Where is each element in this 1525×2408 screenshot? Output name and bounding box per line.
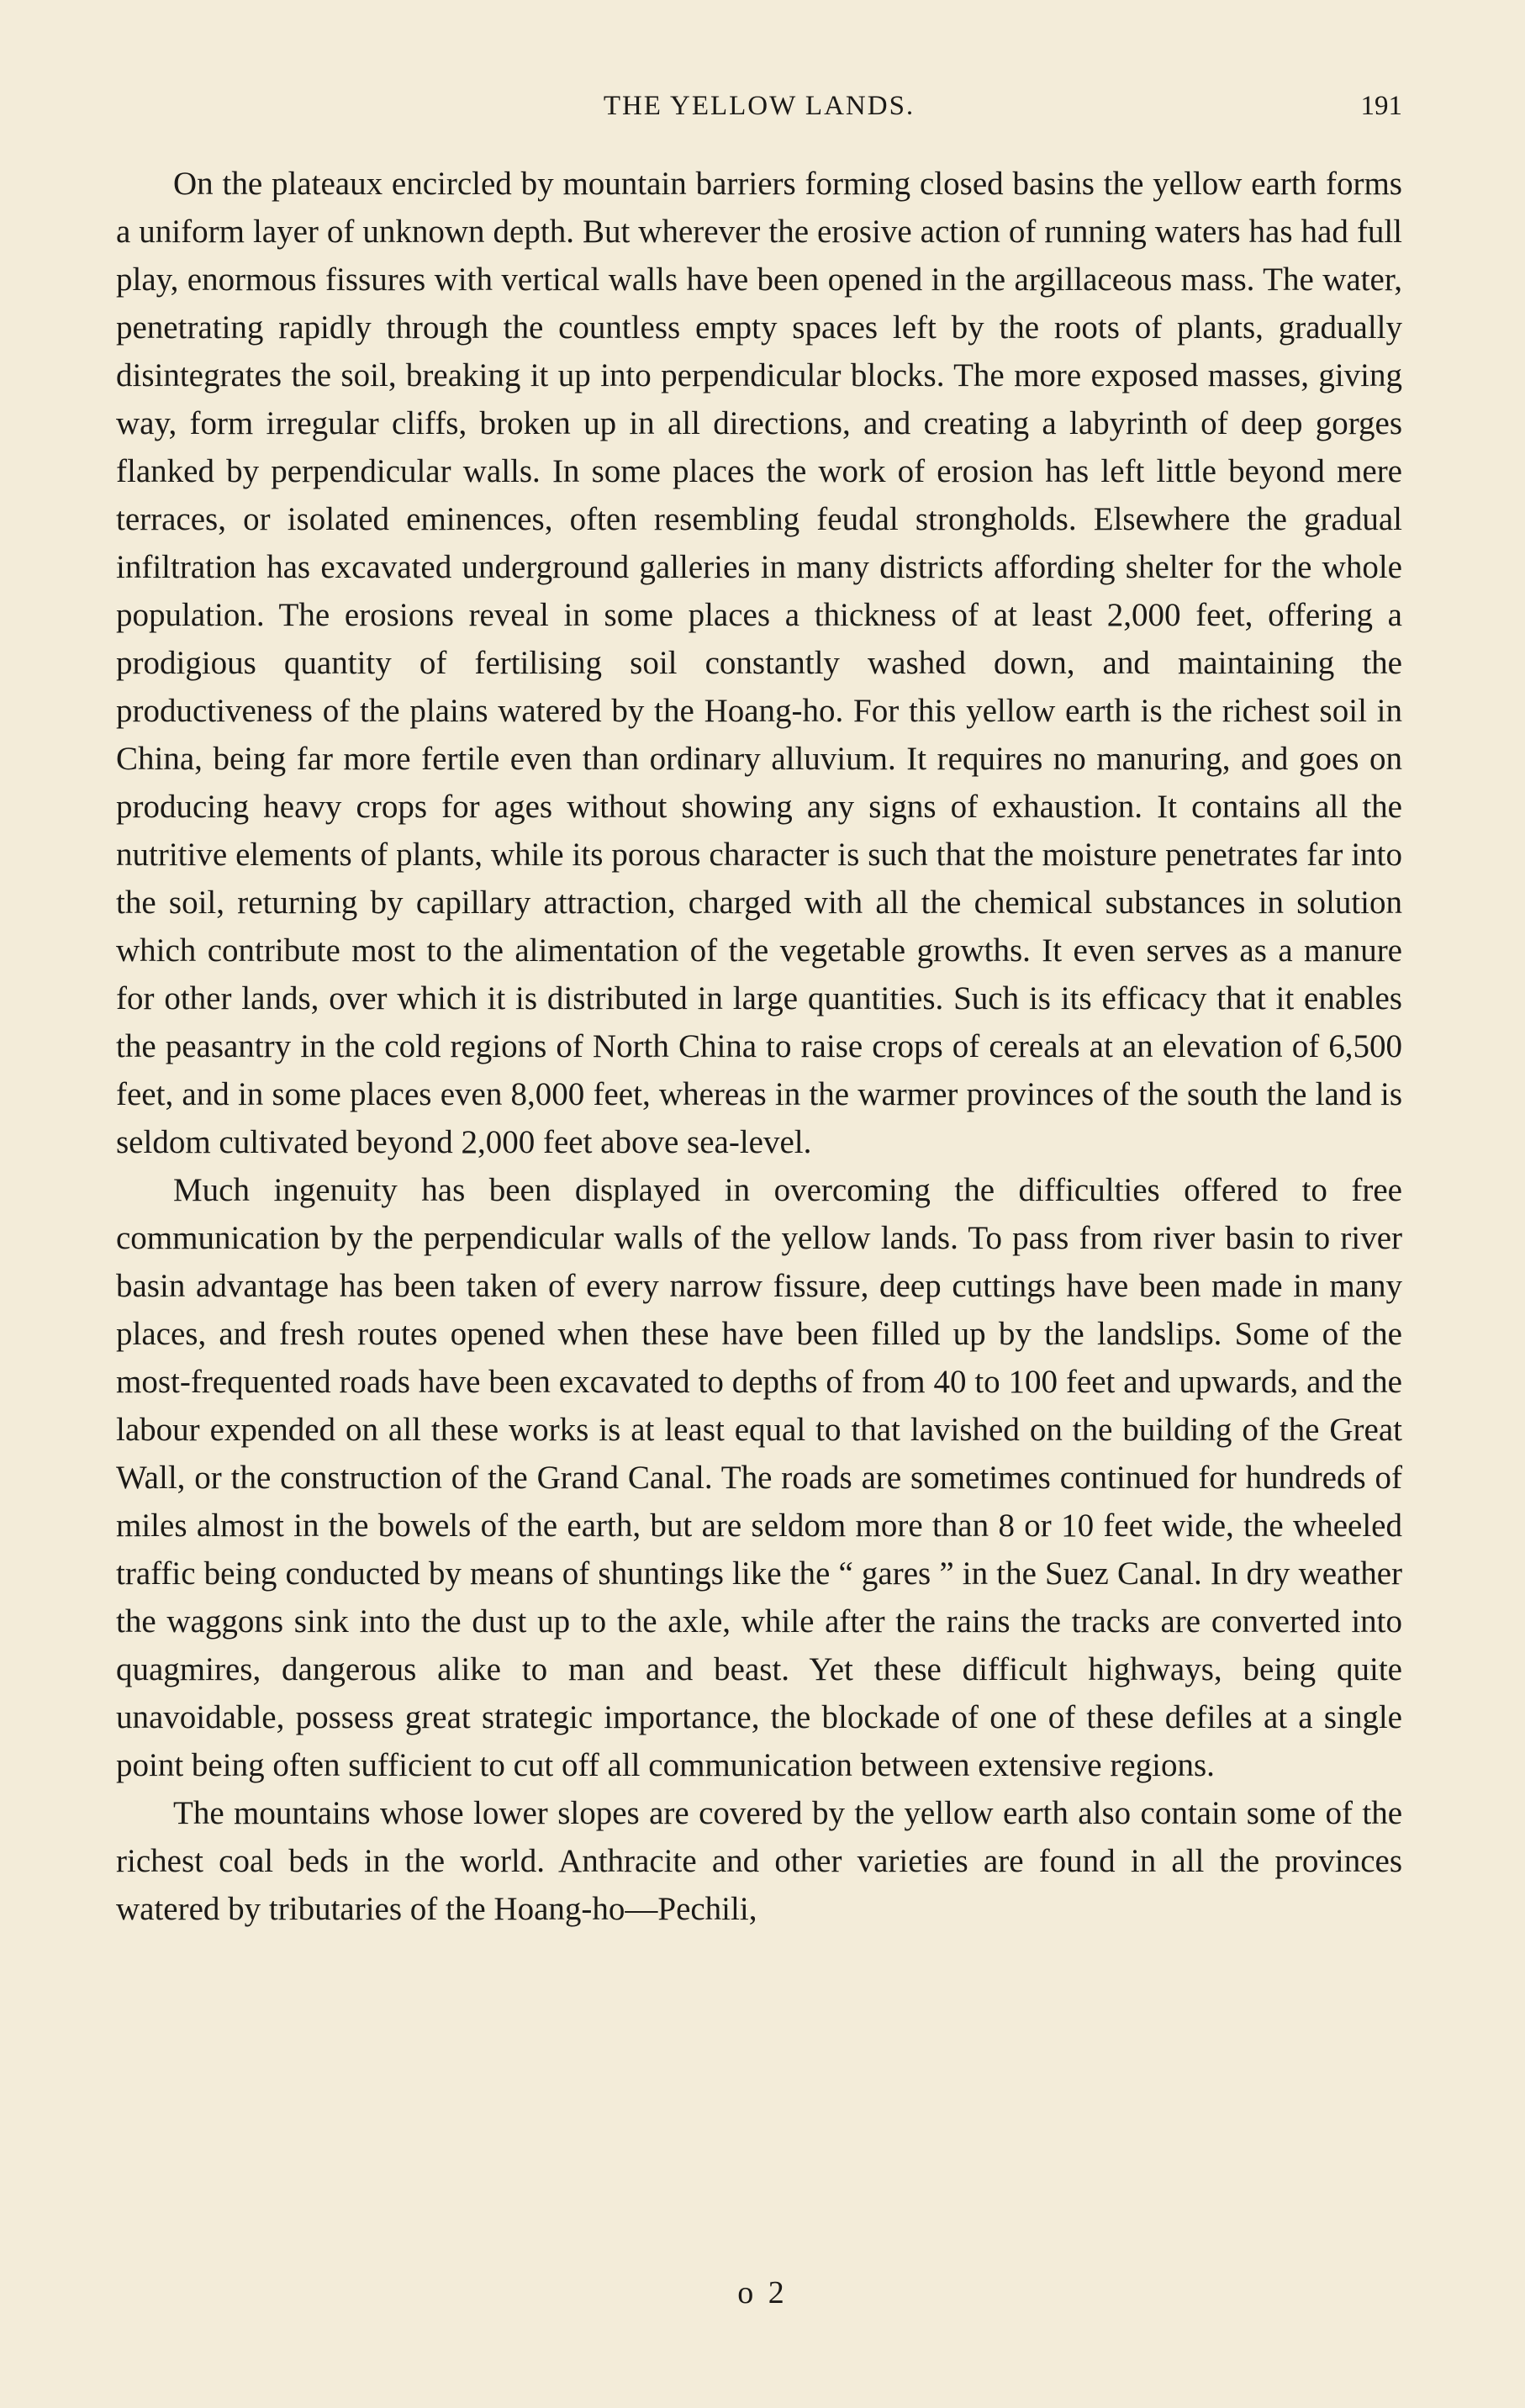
running-title: THE YELLOW LANDS. [603,91,916,121]
body-text [116,160,1402,1933]
paragraph-roads: Much ingenuity has been displayed in overcoming the difficulties offered to free communication by the perpendicular walls of the yellow lands. To pass from river basin to river basin advantage has been taken of every narrow fissure, deep cuttings have been made in many places, and fresh routes opened when these have been filled up by the landslips. Some of the most-frequented roads have been excavated to depths of from 40 to 100 feet and upwards, and the labour expended on all these works is at least equal to that lavished on the building of the Great Wall, or the construction of the Grand Canal. The roads are sometimes continued for hundreds of miles almost in the bowels of the earth, but are seldom more than 8 or 10 feet wide, the wheeled traffic being conducted by means of shuntings like the “ gares ” in the Suez Canal. In dry weather the waggons sink into the dust up to the axle, while after the rains the tracks are converted into quagmires, dangerous alike to man and beast. Yet these difficult highways, being quite unavoidable, possess great strategic importance, the blockade of one of these defiles at a single point being often sufficient to cut off all communication between extensive regions. [116,1172,1402,1783]
signature-mark: o 2 [737,2275,788,2310]
page-number: 191 [1360,91,1402,121]
running-head [116,84,1402,135]
paragraph-erosion: On the plateaux encircled by mountain barriers forming closed basins the yellow earth forms a uniform layer of unknown depth. But wherever the erosive action of running waters has had full play, enormous fissures with vertical walls have been opened in the argillaceous mass. The water, penetrating rapidly through the countless empty spaces left by the roots of plants, gradually disintegrates the soil, breaking it up into perpendicular blocks. The more exposed masses, giving way, form irregular cliffs, broken up in all directions, and creating a labyrinth of deep gorges flanked by perpendicular walls. In some places the work of erosion has left little beyond mere terraces, or isolated eminences, often resembling feudal strongholds. Elsewhere the gradual infiltration has excavated underground galleries in many districts affording shelter for the whole population. The erosions reveal in some places a thickness of at least 2,000 feet, offering a prodigious quantity of fertilising soil constantly washed down, and maintaining the productiveness of the plains watered by the Hoang-ho. For this yellow earth is the richest soil in China, being far more fertile even than ordinary alluvium. It requires no manuring, and goes on producing heavy crops for ages without showing any signs of exhaustion. It contains all the nutritive elements of plants, while its porous character is such that the moisture penetrates far into the soil, returning by capillary attraction, charged with all the chemical substances in solution which contribute most to the alimentation of the vegetable growths. It even serves as a manure for other lands, over which it is distributed in large quantities. Such is its efficacy that it enables the peasantry in the cold regions of North China to raise crops of cereals at an elevation of 6,500 feet, and in some places even 8,000 feet, whereas in the warmer provinces of the south the land is seldom cultivated beyond 2,000 feet above sea-level. [116,166,1402,1160]
paragraph-coal: The mountains whose lower slopes are covered by the yellow earth also contain some of the richest coal beds in the world. Anthracite and other varieties are found in all the provinces watered by tributaries of the Hoang-ho—Pechili, [116,1795,1402,1927]
